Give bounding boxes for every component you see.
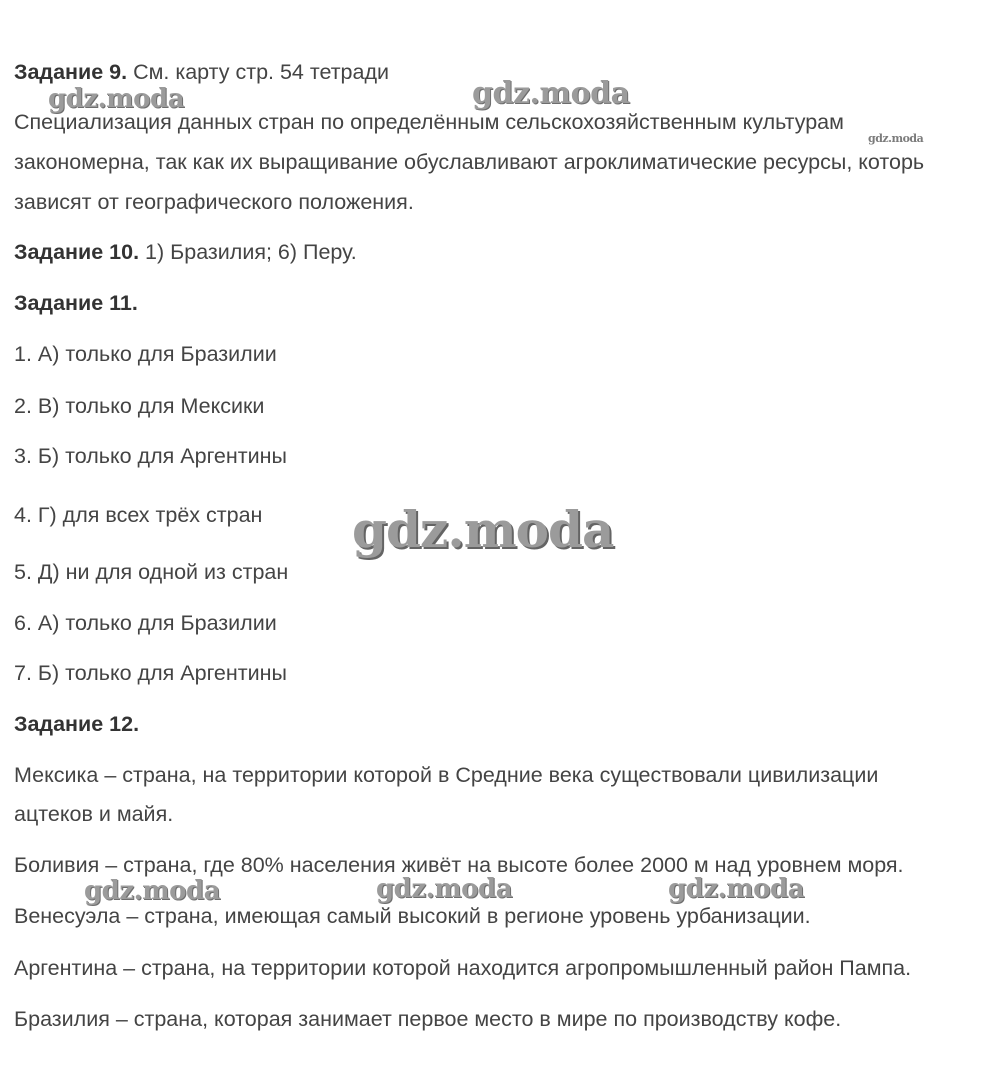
task9-heading-line [14, 58, 389, 86]
task12-answer-line: Мексика – страна, на территории которой в Средние века существовали цивилизации [14, 763, 879, 787]
task11-item: 7. Б) только для Аргентины [14, 661, 287, 685]
task11-title: Задание 11. [14, 291, 138, 315]
watermark-logo: gdz.moda [868, 132, 924, 145]
watermark-logo: gdz.moda [376, 874, 513, 904]
task12-answer-line: Бразилия – страна, которая занимает первое место в мире по производству кофе. [14, 1007, 842, 1031]
task12-answer-line: Аргентина – страна, на территории которой находится агропромышленный район Пампа. [14, 956, 912, 980]
task11-title-line [14, 289, 138, 317]
task11-item: 4. Г) для всех трёх стран [14, 503, 263, 527]
task12-answer-line: ацтеков и майя. [14, 802, 174, 826]
task11-item: 2. В) только для Мексики [14, 394, 265, 418]
task10-answer: 1) Бразилия; 6) Перу. [139, 240, 357, 264]
task12-title-line [14, 710, 139, 738]
task9-answer-line-1: Специализация данных стран по определённым сельскохозяйственным культурам [14, 110, 844, 134]
watermark-logo: gdz.moda [84, 876, 221, 906]
watermark-logo: gdz.moda [48, 84, 185, 114]
task10-line [14, 238, 357, 266]
watermark-logo: gdz.moda [472, 76, 630, 111]
task9-answer-line-3: зависят от географического положения. [14, 190, 414, 214]
watermark-logo: gdz.moda [352, 500, 614, 559]
task12-answer-line: Венесуэла – страна, имеющая самый высокий в регионе уровень урбанизации. [14, 904, 811, 928]
task11-item: 5. Д) ни для одной из стран [14, 560, 289, 584]
task9-answer-line-2: закономерна, так как их выращивание обуславливают агроклиматические ресурсы, которь [14, 150, 925, 174]
task12-title: Задание 12. [14, 712, 140, 736]
watermark-logo: gdz.moda [668, 874, 805, 904]
task11-item: 1. А) только для Бразилии [14, 342, 277, 366]
task10-title: Задание 10. [14, 240, 140, 264]
task9-reference: См. карту стр. 54 тетради [127, 60, 390, 84]
task9-title: Задание 9. [14, 60, 128, 84]
task12-answer-line: Боливия – страна, где 80% населения живёт на высоте более 2000 м над уровнем моря. [14, 853, 904, 877]
task11-item: 6. А) только для Бразилии [14, 611, 277, 635]
task11-item: 3. Б) только для Аргентины [14, 444, 287, 468]
